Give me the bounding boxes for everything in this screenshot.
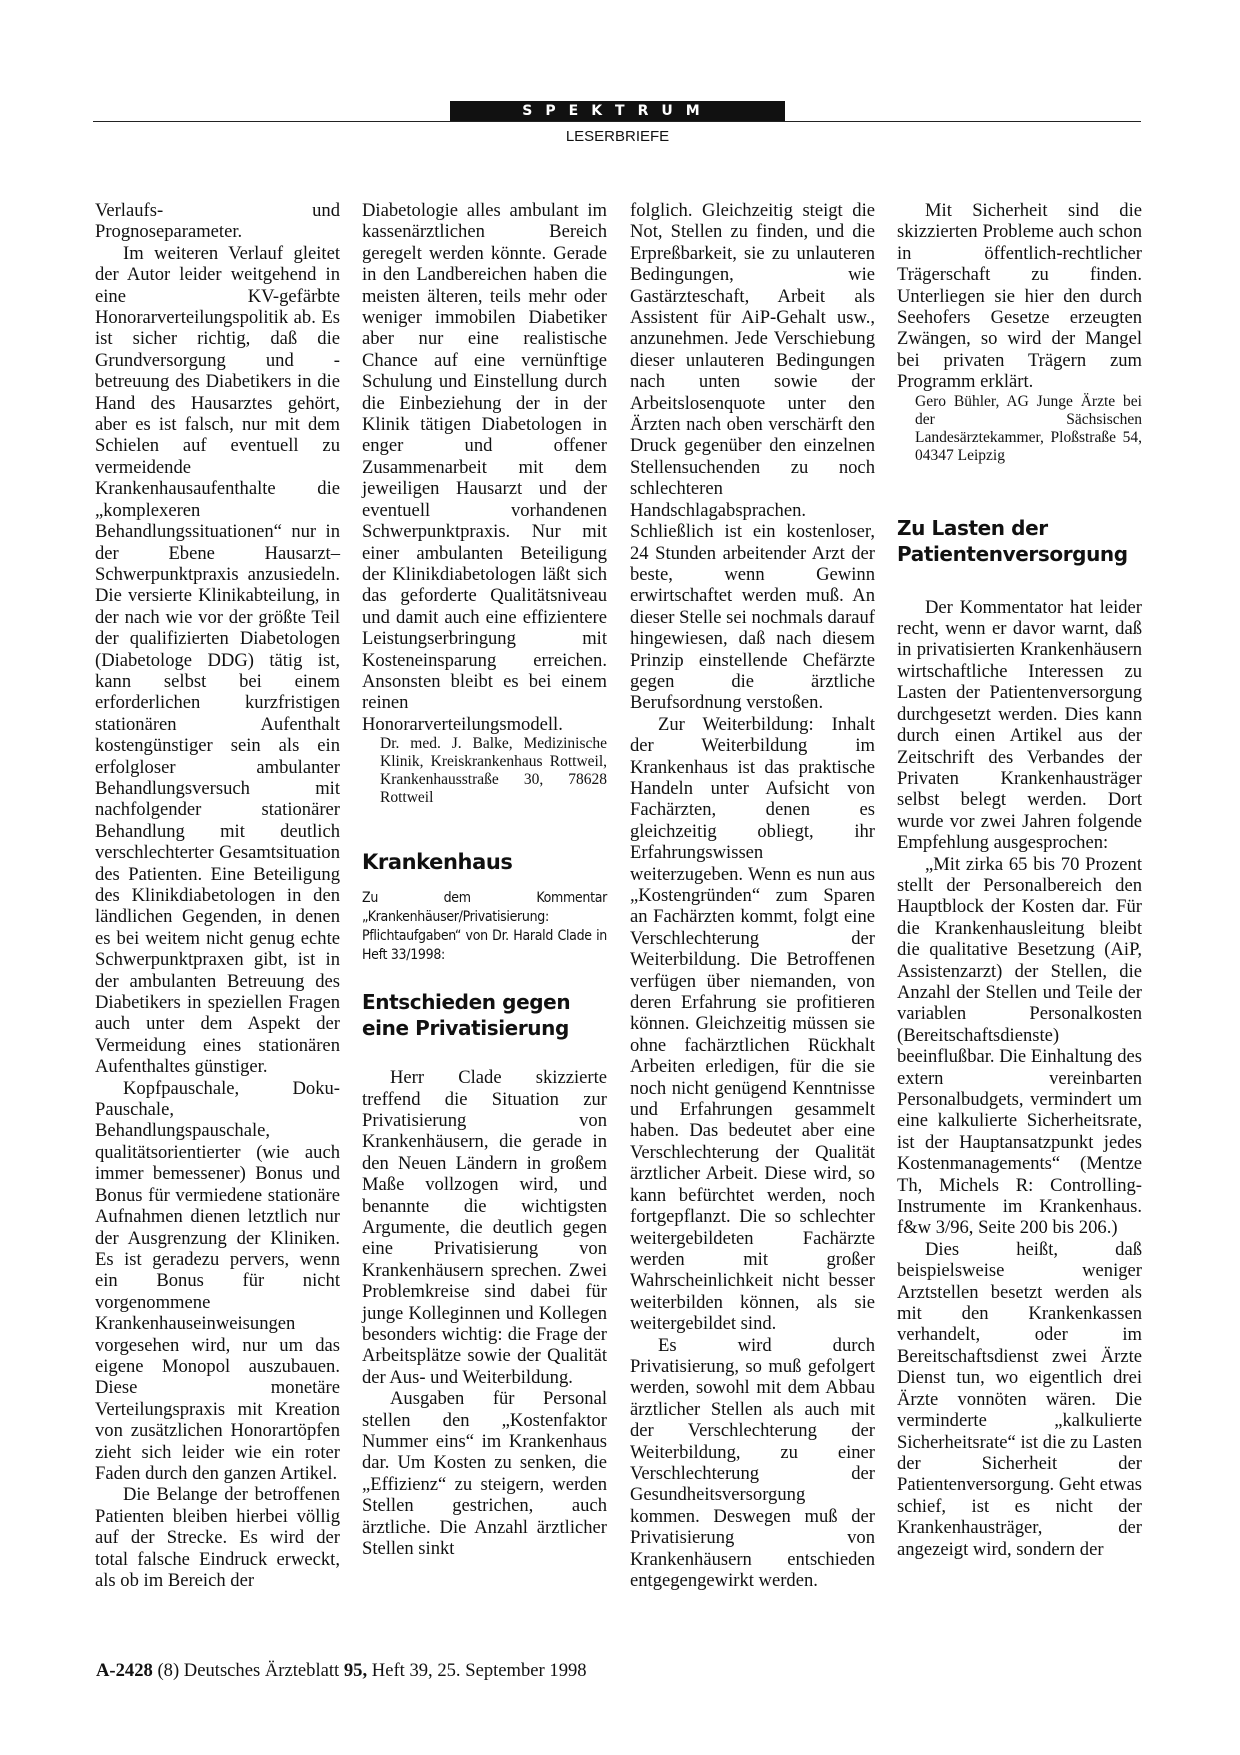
paragraph: Verlaufs- und Prognoseparameter.: [95, 200, 340, 243]
column-1: [95, 200, 340, 1591]
article-reference: Zu dem Kommentar „Krankenhäuser/Privatisierung: Pflichtaufgaben“ von Dr. Harald Clade in Heft 33/1998:: [362, 890, 607, 964]
column-3: [630, 200, 875, 1591]
column-2: [362, 200, 607, 1560]
paragraph: Zur Weiterbildung: Inhalt der Weiterbildung im Krankenhaus ist das praktische Handeln unter Aufsicht von Fachärzten, denen es gleichzeitig obliegt, ihr Erfahrungswissen weiterzugeben. Wenn es nun aus „Kostengründen“ zum Sparen an Fachärzten kommt, folgt eine Verschlechterung der Weiterbildung. Die Betroffenen verfügen über niemanden, von deren Erfahrung sie profitieren können. Gleichzeitig müssen sie ohne fachärztlichen Rückhalt Arbeiten erledigen, für die sie noch nicht genügend Kenntnisse und Erfahrungen gesammelt haben. Das bedeutet aber eine Verschlechterung der Qualität ärztlicher Arbeit. Diese wird, so kann befürchtet werden, noch fortgepflanzt. Die so schlechter weitergebildeten Fachärzte werden mit großer Wahrscheinlichkeit nicht besser weiterbilden können, als sie weitergebildet sind.: [630, 713, 875, 1335]
paragraph: Die Belange der betroffenen Patienten bleiben hierbei völlig auf der Strecke. Es wird der total falsche Eindruck erweckt, als ob im Bereich der: [95, 1484, 340, 1591]
page-number: A-2428: [96, 1660, 153, 1681]
paragraph: Es wird durch Privatisierung, so muß gefolgert werden, sowohl mit dem Abbau ärztlicher Stellen als auch mit der Verschlechterung der Weiterbildung, zu einer Verschlechterung der Gesundheitsversorgung kommen. Deswegen muß der Privatisierung von Krankenhäusern entschieden entgegengewirkt werden.: [630, 1334, 875, 1591]
page-footer: [96, 1660, 587, 1682]
section-band: SPEKTRUM: [450, 101, 785, 122]
paragraph: Kopfpauschale, Doku-Pauschale, Behandlungspauschale, qualitätsorientierter (wie auch immer bemessener) Bonus und Bonus für vermiedene stationäre Aufnahmen dienen letztlich nur der Ausgrenzung der Kliniken. Es ist geradezu pervers, wenn ein Bonus für nicht vorgenommene Krankenhauseinweisungen vorgesehen wird, nur um das eigene Monopol auszubauen. Diese monetäre Verteilungspraxis mit Kreation von zusätzlichen Honorartöpfen zieht sich leider wie ein roter Faden durch den ganzen Artikel.: [95, 1077, 340, 1484]
paragraph: Herr Clade skizzierte treffend die Situation zur Privatisierung von Krankenhäusern, die gerade in den Neuen Ländern in großem Maße vollzogen wird, und benannte die wichtigsten Argumente, die deutlich gegen eine Privatisierung von Krankenhäusern sprechen. Zwei Problemkreise sind dabei für junge Kolleginnen und Kollegen besonders wichtig: die Frage der Arbeitsplätze sowie der Qualität der Aus- und Weiterbildung.: [362, 1067, 607, 1388]
paragraph: folglich. Gleichzeitig steigt die Not, Stellen zu finden, und die Erpreßbarkeit, sie zu unlauteren Bedingungen, wie Gastärzteschaft, Arbeit als Assistent für AiP-Gehalt usw., anzunehmen. Jede Verschiebung dieser unlauteren Bedingungen nach unten sowie der Arbeitslosenquote unter den Ärzten nach oben verschärft den Druck gegenüber den einzelnen Stellensuchenden zu noch schlechteren Handschlagabsprachen. Schließlich ist ein kostenloser, 24 Stunden arbeitender Arzt der beste, wenn Gewinn erwirtschaftet werden muß. An dieser Stelle sei nochmals darauf hingewiesen, daß nach diesem Prinzip einstellende Chefärzte gegen die ärztliche Berufsordnung verstoßen.: [630, 200, 875, 714]
paragraph: Im weiteren Verlauf gleitet der Autor leider weitgehend in eine KV-gefärbte Honorarverteilungspolitik ab. Es ist sicher richtig, daß die Grundversorgung und -betreuung des Diabetikers in die Hand des Hausarztes gehört, aber es ist falsch, nur mit dem Schielen auf eventuell zu vermeidende Krankenhausaufenthalte die „komplexeren Behandlungssituationen“ nur in der Ebene Hausarzt–Schwerpunktpraxis anzusiedeln. Die versierte Klinikabteilung, in der nach wie vor der größte Teil der qualifizierten Diabetologen (Diabetologe DDG) tätig ist, kann selbst bei einem erforderlichen kurzfristigen stationären Aufenthalt kostengünstiger sein als ein erfolgloser ambulanter Behandlungsversuch mit nachfolgender stationärer Behandlung mit deutlich verschlechterter Gesamtsituation des Patienten. Eine Beteiligung des Klinikdiabetologen in den ländlichen Gegenden, in denen es bei weitem nicht genug echte Schwerpunktpraxen gibt, ist in der ambulanten Betreuung des Diabetikers in speziellen Fragen auch unter dem Aspekt der Vermeidung eines stationären Aufenthaltes günstiger.: [95, 242, 340, 1078]
letter-signature: Dr. med. J. Balke, Medizinische Klinik, Kreiskrankenhaus Rottweil, Krankenhausstraße 30, 78628 Rottweil: [380, 735, 607, 807]
section-heading: Krankenhaus: [362, 850, 513, 875]
section-label: LESERBRIEFE: [565, 128, 670, 145]
paragraph: Dies heißt, daß beispielsweise weniger Arztstellen besetzt werden als mit den Krankenkassen verhandelt, oder im Bereitschaftsdienst zwei Ärzte Dienst tun, wo eigentlich drei Ärzte vonnöten wären. Die verminderte „kalkulierte Sicherheitsrate“ ist die zu Lasten der Sicherheit der Patientenversorgung. Geht etwas schief, ist es nicht der Krankenhausträger, der angezeigt wird, sondern der: [897, 1238, 1142, 1560]
letter-heading: Zu Lasten der Patientenversorgung: [897, 515, 1128, 566]
paragraph: Ausgaben für Personal stellen den „Kostenfaktor Nummer eins“ im Krankenhaus dar. Um Kosten zu senken, die „Effizienz“ zu steigern, werden Stellen gestrichen, auch ärztliche. Die Anzahl ärztlicher Stellen sinkt: [362, 1388, 607, 1560]
letter-heading: Entschieden gegen eine Privatisierung: [362, 990, 571, 1041]
paragraph: Der Kommentator hat leider recht, wenn er davor warnt, daß in privatisierten Krankenhäusern wirtschaftliche Interessen zu Lasten der Patientenversorgung durchgesetzt werden. Dies kann durch einen Artikel aus der Zeitschrift des Verbandes der Privaten Krankenhausträger selbst belegt werden. Dort wurde vor zwei Jahren folgende Empfehlung ausgesprochen:: [897, 596, 1142, 854]
paragraph: Mit Sicherheit sind die skizzierten Probleme auch schon in öffentlich-rechtlicher Trägerschaft zu finden. Unterliegen sie hier den durch Seehofers Gesetze erzeugten Zwängen, so wird der Mangel bei privaten Trägern zum Programm erklärt.: [897, 200, 1142, 393]
journal-name: (8) Deutsches Ärzteblatt: [157, 1660, 340, 1681]
paragraph: „Mit zirka 65 bis 70 Prozent stellt der Personalbereich den Hauptblock der Kosten dar. Für die Krankenhausleitung bleibt die qualitative Besetzung (AiP, Assistenzarzt) der Stellen, die Anzahl der Stellen und Teile der variablen Personalkosten (Bereitschaftsdienste) beeinflußbar. Die Einhaltung des extern vereinbarten Personalbudgets, vermindert um eine kalkulierte Sicherheitsrate, ist der Hauptansatzpunkt jedes Kostenmanagements“ (Mentze Th, Michels R: Controlling-Instrumente im Krankenhaus. f&w 3/96, Seite 200 bis 206.): [897, 853, 1142, 1239]
letter-signature: Gero Bühler, AG Junge Ärzte bei der Sächsischen Landesärztekammer, Ploßstraße 54, 04347 Leipzig: [915, 392, 1142, 464]
paragraph: Diabetologie alles ambulant im kassenärztlichen Bereich geregelt werden könnte. Gerade in den Landbereichen haben die meisten älteren, teils mehr oder weniger immobilen Diabetiker aber nur eine realistische Chance auf eine vernünftige Schulung und Einstellung durch die Einbeziehung der in der Klinik tätigen Diabetologen in enger und offener Zusammenarbeit mit dem jeweiligen Hausarzt und der eventuell vorhandenen Schwerpunktpraxis. Nur mit einer ambulanten Beteiligung der Klinikdiabetologen läßt sich das geforderte Qualitätsniveau und damit auch eine effizientere Leistungserbringung mit Kosteneinsparung erreichen. Ansonsten bleibt es bei einem reinen Honorarverteilungsmodell.: [362, 200, 607, 735]
column-4: [897, 200, 1142, 1560]
volume-number: 95,: [343, 1660, 368, 1681]
issue-date: Heft 39, 25. September 1998: [371, 1660, 587, 1681]
header-rule: [93, 121, 1141, 122]
